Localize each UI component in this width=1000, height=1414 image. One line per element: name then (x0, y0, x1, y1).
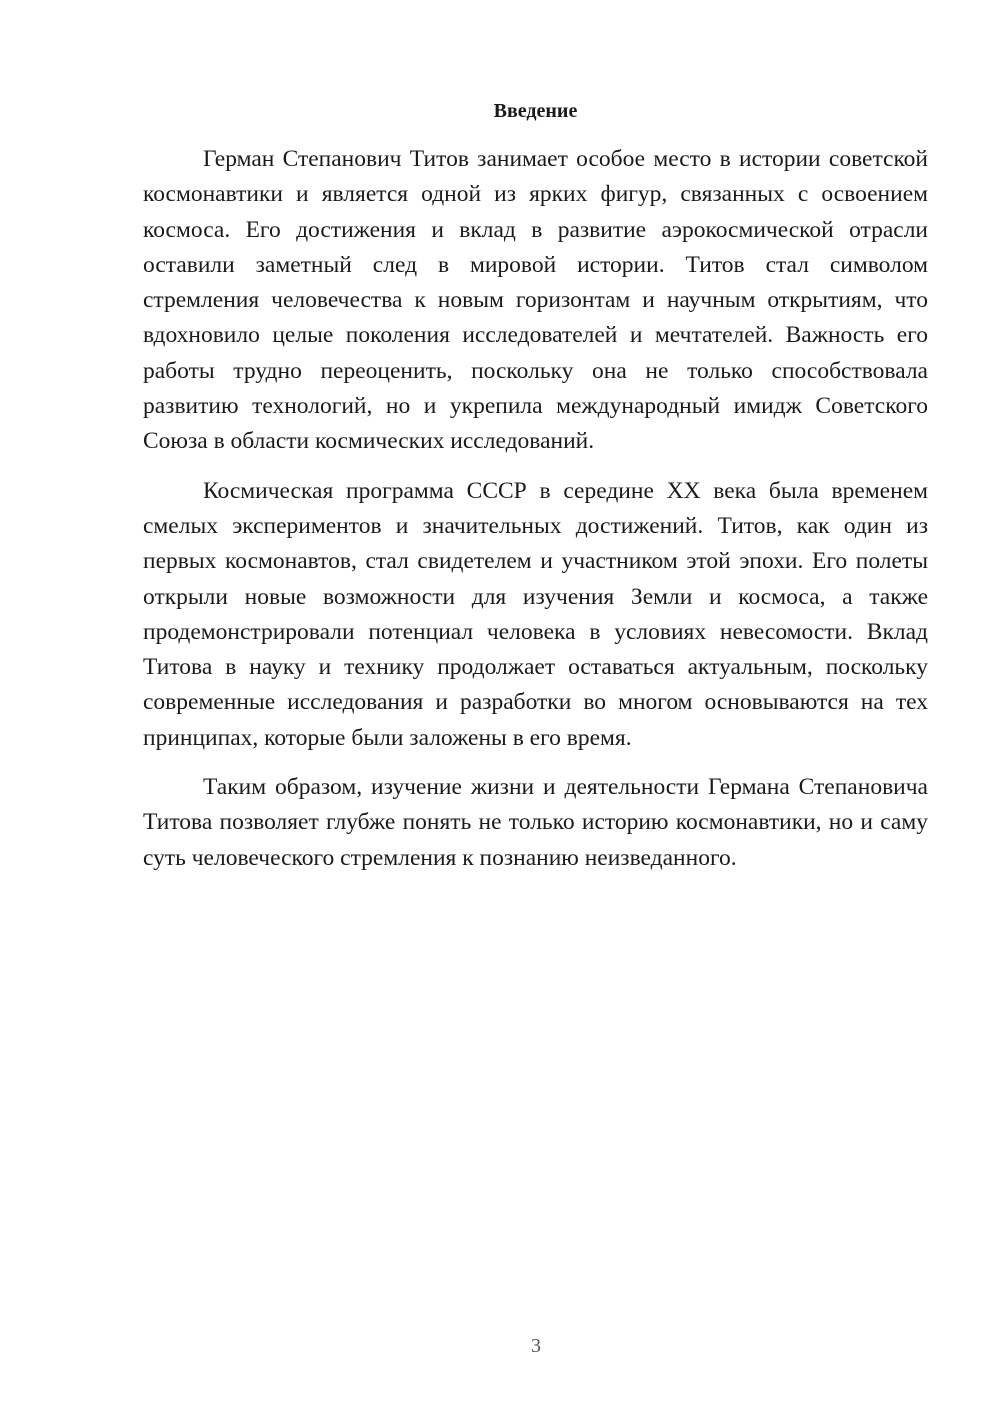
paragraph-3: Таким образом, изучение жизни и деятельности Германа Степановича Титова позволяет глубже понять не только историю космонавтики, но и саму суть человеческого стремления к познанию неизведанного. (143, 774, 928, 871)
body-text (143, 142, 928, 890)
section-heading: Введение (493, 100, 578, 122)
paragraph-1: Герман Степанович Титов занимает особое место в истории советской космонавтики и является одной из ярких фигур, связанных с освоением космоса. Его достижения и вклад в развитие аэрокосмической отрасли оставили заметный след в мировой истории. Титов стал символом стремления человечества к новым горизонтам и научным открытиям, что вдохновило целые поколения исследователей и мечтателей. Важность его работы трудно переоценить, поскольку она не только способствовала развитию технологий, но и укрепила международный имидж Советского Союза в области космических исследований. (143, 146, 928, 455)
page-number: 3 (531, 1335, 541, 1357)
paragraph-2: Космическая программа СССР в середине XX века была временем смелых экспериментов и значительных достижений. Титов, как один из первых космонавтов, стал свидетелем и участником этой эпохи. Его полеты открыли новые возможности для изучения Земли и космоса, а также продемонстрировали потенциал человека в условиях невесомости. Вклад Титова в науку и технику продолжает оставаться актуальным, поскольку современные исследования и разработки во многом основываются на тех принципах, которые были заложены в его время. (143, 477, 928, 751)
